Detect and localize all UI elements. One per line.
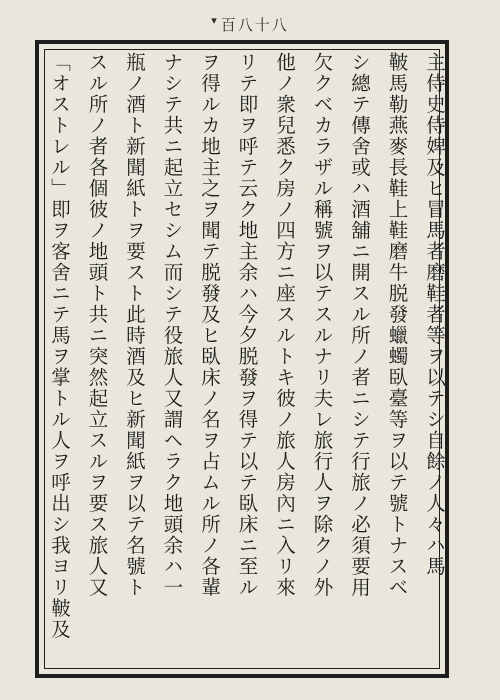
text-column: 「オストレル」即ヲ客舍ニテ馬ヲ掌トル人ヲ呼出シ我ヨリ鞁及 [48, 52, 71, 640]
text-column: 欠クベカラザル稱號ヲ以テスルナリ夫レ旅行人ヲ除クノ外 [310, 52, 334, 598]
text-column: ヲ得ルカ地主之ヲ聞テ脱發及ヒ臥床ノ名ヲ占ムル所ノ各輩 [198, 52, 221, 598]
text-body [46, 52, 448, 670]
page-number: 百八十八 [220, 16, 289, 34]
text-column: 鞁馬勒燕麥長鞋上鞋磨牛脱發蠟蠋臥臺等ヲ以テ號トナスベ [385, 52, 409, 598]
text-column: シ總テ傳舍或ハ酒舖ニ開スル所ノ者ニシテ行旅ノ必須要用 [348, 52, 371, 598]
text-column: スル所ノ者各個彼ノ地頭ト共ニ突然起立スルヲ要ス旅人又 [85, 52, 109, 598]
text-column: 他ノ衆兒悉ク房ノ四方ニ座スルトキ彼ノ旅人房內ニ入リ來 [273, 52, 296, 598]
text-column: ナシテ共ニ起立セシム而シテ役旅人又謂ヘラク地頭余ハ一 [160, 52, 184, 598]
text-column: 主侍史侍婢及ヒ冒馬者磨鞋者等ヲ以テシ自餘ノ人々ハ馬 [423, 52, 446, 577]
ornament-mark: ▾ [211, 14, 219, 27]
text-column: リテ即ヲ呼テ云ク地主余ハ今夕脱發ヲ得テ以テ臥床ニ至ル [235, 52, 259, 598]
page-number-header [0, 14, 500, 35]
text-column: 瓶ノ酒ト新聞紙トヲ要スト此時酒及ヒ新聞紙ヲ以テ名號ト [123, 52, 146, 598]
